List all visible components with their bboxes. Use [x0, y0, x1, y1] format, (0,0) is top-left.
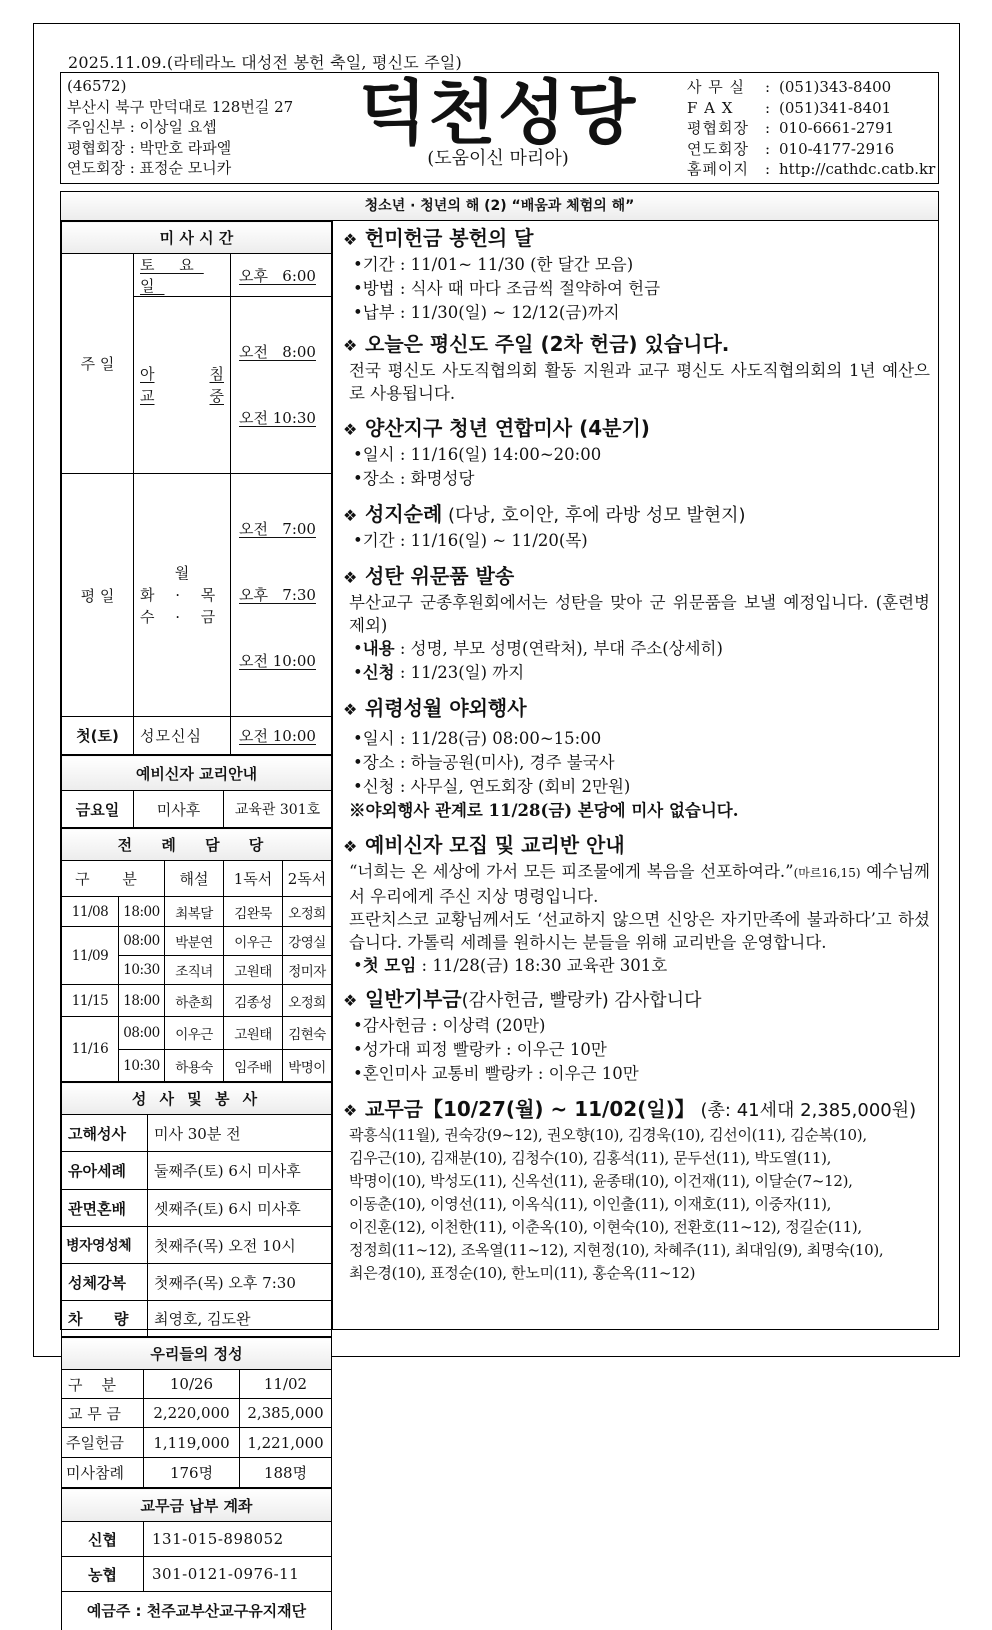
diamond-icon: ❖ — [343, 568, 358, 587]
diamond-icon: ❖ — [343, 700, 358, 719]
table-row: 구 분 10/26 11/02 — [62, 1370, 332, 1399]
notice-body: 프란치스코 교황님께서도 ‘선교하지 않으면 신앙은 자기만족에 불과하다’고 하셨습니다. 가톨릭 세례를 원하시는 분들을 위해 교리반을 운영합니다. — [349, 910, 930, 952]
notice-bullet: •납부 : 11/30(일) ~ 12/12(금)까지 — [353, 303, 620, 322]
notice-bullet: •기간 : 11/01~ 11/30 (한 달간 모음) — [353, 255, 634, 274]
table-row: 교 무 금 2,220,000 2,385,000 — [62, 1399, 332, 1428]
parish-info — [67, 76, 293, 179]
notice-bullet: •성가대 피정 빨랑카 : 이우근 10만 — [353, 1040, 607, 1059]
bullet-icon: • — [353, 445, 363, 464]
contact-list — [687, 77, 935, 180]
catechumen-day: 금요일 — [62, 791, 134, 828]
weekday-label: 평 일 — [62, 474, 134, 717]
diamond-icon: ❖ — [343, 420, 358, 439]
left-column — [61, 221, 333, 1621]
sacraments-table — [61, 1082, 332, 1337]
account-holder: 예금주 : 천주교부산교구유지재단 — [62, 1592, 332, 1630]
notice-title: ❖ 성지순례 (다낭, 호이안, 후에 라방 성모 발현지) — [343, 501, 930, 529]
notice-title: ❖ 성탄 위문품 발송 — [343, 563, 930, 591]
table-row: 차 량 최영호, 김도완 — [62, 1301, 332, 1337]
first-saturday-name: 성모신심 — [134, 717, 231, 755]
bullet-icon: • — [353, 1016, 363, 1035]
sunday-mass-labels: 아 침 교 중 — [134, 297, 231, 474]
bullet-icon: • — [353, 663, 363, 682]
pastor: 주임신부 : 이상일 요셉 — [67, 118, 217, 136]
council-president: 평협회장 : 박만호 라파엘 — [67, 138, 232, 157]
contact-requiem: 연도회장 : 010-4177-2916 — [687, 139, 895, 158]
bullet-icon: • — [353, 639, 363, 658]
bullet-icon: • — [353, 1064, 363, 1083]
address: 부산시 북구 만덕대로 128번길 27 — [67, 97, 294, 116]
diamond-icon: ❖ — [343, 1101, 358, 1120]
diamond-icon: ❖ — [343, 837, 358, 856]
accounts-title: 교무금 납부 계좌 — [62, 1489, 332, 1522]
notice-bullet: •신청 : 11/23(일) 까지 — [353, 663, 525, 682]
first-saturday-time: 오전 10:00 — [231, 717, 332, 755]
liturgy-header-reading1: 1독서 — [224, 861, 283, 897]
right-column — [333, 221, 938, 1329]
catechumen-when: 미사후 — [134, 791, 224, 828]
bullet-icon: • — [353, 531, 363, 550]
weekday-times: 오전 7:00 오후 7:30 오전 10:00 — [231, 474, 332, 717]
notice-title: ❖ 양산지구 청년 연합미사 (4분기) — [343, 415, 930, 443]
bullet-icon: • — [353, 255, 363, 274]
saturday-label: 토 요 일 — [134, 254, 231, 297]
notice-bullet: •내용 : 성명, 부모 성명(연락처), 부대 주소(상세히) — [353, 639, 723, 658]
offerings-table — [61, 1337, 332, 1488]
notice-title: ❖ 예비신자 모집 및 교리반 안내 — [343, 832, 930, 860]
sunday-label: 주 일 — [62, 254, 134, 474]
bulletin-body — [60, 191, 939, 1621]
table-row: 유아세례 둘째주(토) 6시 미사후 — [62, 1152, 332, 1190]
saturday-time: 오후 6:00 — [231, 254, 332, 297]
parish-name: 덕천성당 — [358, 72, 638, 154]
table-row: 10:30 하용숙 임주배 박명이 — [62, 1050, 332, 1082]
notice-bullet: •감사헌금 : 이상력 (20만) — [353, 1016, 546, 1035]
notice-bullet: •첫 모임 : 11/28(금) 18:30 교육관 301호 — [353, 956, 668, 975]
liturgy-title: 전 례 담 당 — [62, 829, 332, 861]
requiem-president: 연도회장 : 표정순 모니카 — [67, 159, 232, 177]
dateline: 2025.11.09.(라테라노 대성전 봉헌 축일, 평신도 주일) — [68, 53, 462, 72]
notice-bullet: •방법 : 식사 때 마다 조금씩 절약하여 헌금 — [353, 279, 661, 298]
table-row: 11/09 08:00 박분연 이우근 강영실 — [62, 927, 332, 956]
bullet-icon: • — [353, 729, 363, 748]
diamond-icon: ❖ — [343, 230, 358, 249]
notice-body: 전국 평신도 사도직협의회 활동 지원과 교구 평신도 사도직협의회의 1년 예산으로 사용됩니다. — [349, 361, 930, 403]
bullet-icon: • — [353, 279, 363, 298]
bullet-icon: • — [353, 1040, 363, 1059]
contact-homepage: 홈페이지 : http://cathdc.catb.kr — [687, 160, 936, 178]
first-saturday-label: 첫(토) — [62, 717, 134, 755]
mass-times-title: 미 사 시 간 — [62, 222, 332, 254]
contact-council: 평협회장 : 010-6661-2791 — [687, 119, 895, 137]
notice-bullet: •장소 : 하늘공원(미사), 경주 불국사 — [353, 753, 615, 772]
contact-office: 사 무 실 : (051)343-8400 — [687, 78, 892, 96]
notice-body: 부산교구 군종후원회에서는 성탄을 맞아 군 위문품을 보낼 예정입니다. (훈련병 제외) — [349, 593, 930, 635]
bullet-icon: • — [353, 753, 363, 772]
bullet-icon: • — [353, 469, 363, 488]
account-number: 301-0121-0976-11 — [144, 1557, 332, 1592]
sacraments-title: 성 사 및 봉 사 — [62, 1083, 332, 1115]
notice-title: ❖ 교무금【10/27(월) ~ 11/02(일)】 (총: 41세대 2,385,000원) — [343, 1096, 930, 1124]
notice-title: ❖ 오늘은 평신도 주일 (2차 헌금) 있습니다. — [343, 331, 930, 359]
postal-code: (46572) — [67, 77, 127, 95]
homepage-link[interactable]: http://cathdc.catb.kr — [779, 160, 936, 178]
accounts-table — [61, 1488, 332, 1630]
bulletin-header — [60, 72, 939, 184]
notice-title: ❖ 위령성월 야외행사 — [343, 695, 930, 723]
contributor-list: 곽흥식(11월), 권숙강(9~12), 권오향(10), 김경욱(10), 김선이(11), 김순복(10), 김우근(10), 김재분(10), 김청수(10), 김홍석(11), 문두선(11), 박도열(11), 박명이(10), 박성도(11), 신옥선(11), 윤종태(10), 이건재(11), 이달순(7~12), 이동춘(10), 이영선(11), 이옥식(11), 이인출(11), 이재호(11), 이중자(11), 이진훈(12), 이천한(11), 이춘옥(10), 이현숙(10), 전환호(11~12), 정길순(11), 정정희(11~12), 조옥열(11~12), 지현정(10), 차혜주(11), 최대임(9), 최명숙(10), 최은경(10), 표정순(10), 한노미(11), 홍순옥(11~12) — [349, 1126, 884, 1282]
table-row: 주일헌금 1,119,000 1,221,000 — [62, 1428, 332, 1458]
notice-title: ❖ 일반기부금(감사헌금, 빨랑카) 감사합니다 — [343, 986, 930, 1014]
account-number: 131-015-898052 — [144, 1522, 332, 1557]
table-row: 11/16 08:00 이우근 고원태 김현숙 — [62, 1017, 332, 1050]
notice-bullet: •기간 : 11/16(일) ~ 11/20(목) — [353, 531, 588, 550]
table-row: 병자영성체 첫째주(목) 오전 10시 — [62, 1227, 332, 1264]
sunday-mass-times: 오전 8:00 오전 10:30 — [231, 297, 332, 474]
notice-note: ※야외행사 관계로 11/28(금) 본당에 미사 없습니다. — [349, 801, 739, 820]
notice-bullet: •장소 : 화명성당 — [353, 469, 475, 488]
mass-times-table — [61, 221, 332, 755]
weekday-labels: 월 화 · 목 수 · 금 — [134, 474, 231, 717]
notice-bullet: •일시 : 11/28(금) 08:00~15:00 — [353, 729, 602, 748]
table-row: 10:30 조직녀 고원태 정미자 — [62, 956, 332, 985]
notice-bullet: •혼인미사 교통비 빨랑카 : 이우근 10만 — [353, 1064, 639, 1083]
table-row: 성체강복 첫째주(목) 오후 7:30 — [62, 1264, 332, 1301]
liturgy-header-reading2: 2독서 — [283, 861, 332, 897]
parish-patron: (도움이신 마리아) — [427, 148, 569, 169]
catechumen-table — [61, 755, 332, 828]
table-row: 11/15 18:00 하춘희 김종성 오정희 — [62, 985, 332, 1017]
notice-body: “너희는 온 세상에 가서 모든 피조물에게 복음을 선포하여라.”(마르16,15) 예수님께서 우리에게 주신 지상 명령입니다. — [349, 862, 930, 906]
year-theme-banner: 청소년 · 청년의 해 (2) “배움과 체험의 해” — [61, 192, 938, 221]
masthead — [353, 73, 643, 169]
bullet-icon: • — [353, 956, 363, 975]
diamond-icon: ❖ — [343, 506, 358, 525]
table-row: 농협 301-0121-0976-11 — [62, 1557, 332, 1592]
diamond-icon: ❖ — [343, 991, 358, 1010]
contact-fax: F A X : (051)341-8401 — [687, 98, 892, 117]
table-row: 관면혼배 셋째주(토) 6시 미사후 — [62, 1190, 332, 1227]
notice-title: ❖ 헌미헌금 봉헌의 달 — [343, 225, 930, 253]
bullet-icon: • — [353, 777, 363, 796]
offerings-title: 우리들의 정성 — [62, 1338, 332, 1370]
notice-bullet: •일시 : 11/16(일) 14:00~20:00 — [353, 445, 602, 464]
table-row: 미사참례 176명 188명 — [62, 1458, 332, 1488]
liturgy-table — [61, 828, 332, 1082]
liturgy-header-commentary: 해설 — [165, 861, 224, 897]
liturgy-header-category: 구 분 — [62, 861, 165, 897]
bullet-icon: • — [353, 303, 363, 322]
table-row: 11/08 18:00 최복달 김완묵 오정희 — [62, 897, 332, 927]
diamond-icon: ❖ — [343, 336, 358, 355]
catechumen-where: 교육관 301호 — [224, 791, 332, 828]
table-row: 고해성사 미사 30분 전 — [62, 1115, 332, 1152]
catechumen-title: 예비신자 교리안내 — [62, 756, 332, 791]
notice-bullet: •신청 : 사무실, 연도회장 (회비 2만원) — [353, 777, 631, 796]
table-row: 신협 131-015-898052 — [62, 1522, 332, 1557]
